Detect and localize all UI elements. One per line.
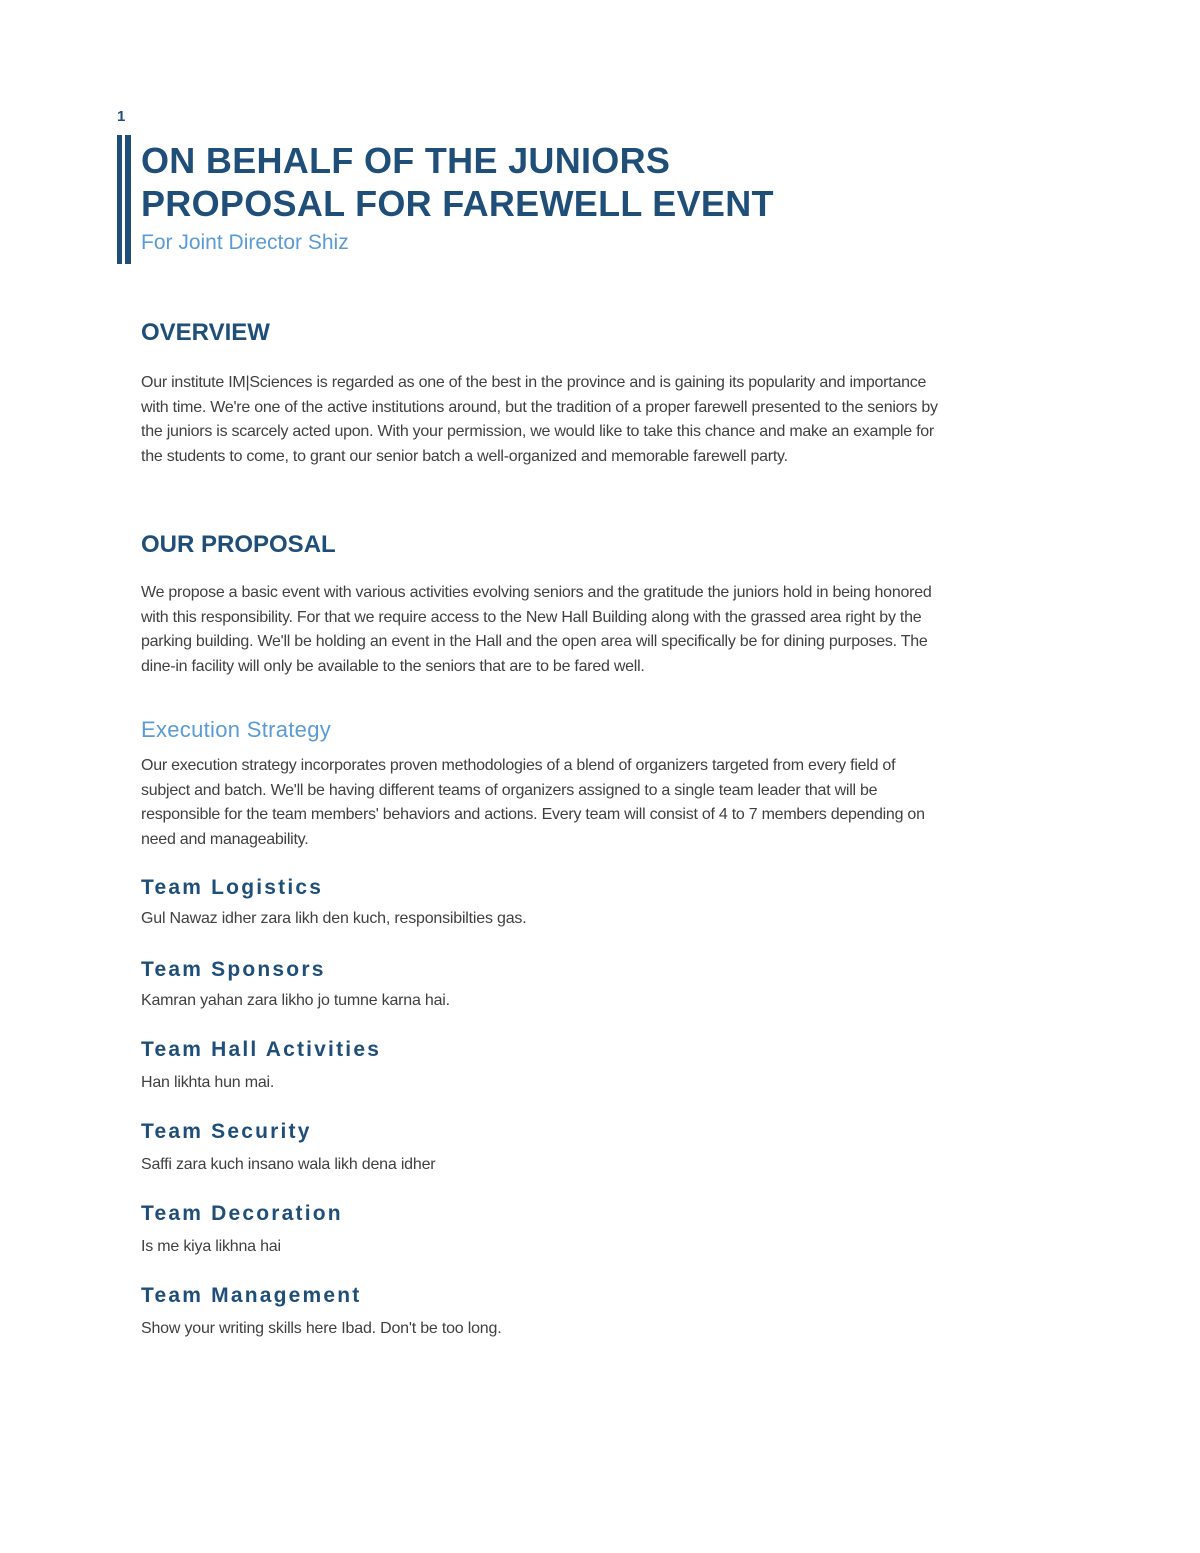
- title-accent-bar: [117, 135, 122, 264]
- team-sponsors-text: Kamran yahan zara likho jo tumne karna hai.: [141, 992, 450, 1009]
- team-decoration-text: Is me kiya likhna hai: [141, 1238, 281, 1255]
- text-line: subject and batch. We'll be having different teams of organizers assigned to a single team leader that will be: [141, 781, 878, 799]
- team-management-heading: Team Management: [141, 1284, 362, 1307]
- text-line: with time. We're one of the active institutions around, but the tradition of a proper farewell presented to the seniors by: [141, 398, 938, 416]
- title-line-2: PROPOSAL FOR FAREWELL EVENT: [141, 183, 774, 224]
- text-line: parking building. We'll be holding an event in the Hall and the open area will specifically be for dining purposes. The: [141, 633, 928, 650]
- overview-paragraph: [141, 371, 938, 469]
- text-line: dine-in facility will only be available to the seniors that are to be fared well.: [141, 657, 645, 675]
- text-line: with this responsibility. For that we require access to the New Hall Building along with the grassed area right by the: [141, 608, 922, 626]
- execution-heading: Execution Strategy: [141, 717, 332, 742]
- text-line: Our execution strategy incorporates proven methodologies of a blend of organizers targeted from every field of: [141, 757, 896, 774]
- team-management-text: Show your writing skills here Ibad. Don't be too long.: [141, 1320, 502, 1337]
- team-security-heading: Team Security: [141, 1120, 312, 1143]
- text-line: the juniors is scarcely acted upon. With your permission, we would like to take this chance and make an example for: [141, 423, 934, 440]
- proposal-paragraph: [141, 581, 932, 679]
- execution-paragraph: [141, 754, 925, 852]
- team-sponsors-heading: Team Sponsors: [141, 958, 326, 981]
- text-line: responsible for the team members' behaviors and actions. Every team will consist of 4 to 7 members depending on: [141, 806, 925, 823]
- team-security-text: Saffi zara kuch insano wala likh dena idher: [141, 1156, 436, 1173]
- text-line: We propose a basic event with various activities evolving seniors and the gratitude the juniors hold in being honored: [141, 584, 932, 601]
- page-number: 1: [117, 108, 126, 125]
- text-line: the students to come, to grant our senior batch a well-organized and memorable farewell party.: [141, 447, 788, 465]
- text-line: Our institute IM|Sciences is regarded as one of the best in the province and is gaining its popularity and importance: [141, 374, 927, 391]
- text-line: need and manageability.: [141, 830, 309, 848]
- title-line-1: ON BEHALF OF THE JUNIORS: [141, 140, 671, 181]
- team-hall-activities-heading: Team Hall Activities: [141, 1038, 382, 1061]
- team-logistics-text: Gul Nawaz idher zara likh den kuch, responsibilties gas.: [141, 910, 527, 927]
- proposal-heading: OUR PROPOSAL: [141, 531, 336, 558]
- team-decoration-heading: Team Decoration: [141, 1202, 343, 1225]
- title-accent-bar: [125, 135, 131, 264]
- overview-heading: OVERVIEW: [141, 319, 270, 346]
- team-logistics-heading: Team Logistics: [141, 876, 324, 899]
- subtitle: For Joint Director Shiz: [141, 231, 349, 254]
- team-hall-activities-text: Han likhta hun mai.: [141, 1074, 275, 1091]
